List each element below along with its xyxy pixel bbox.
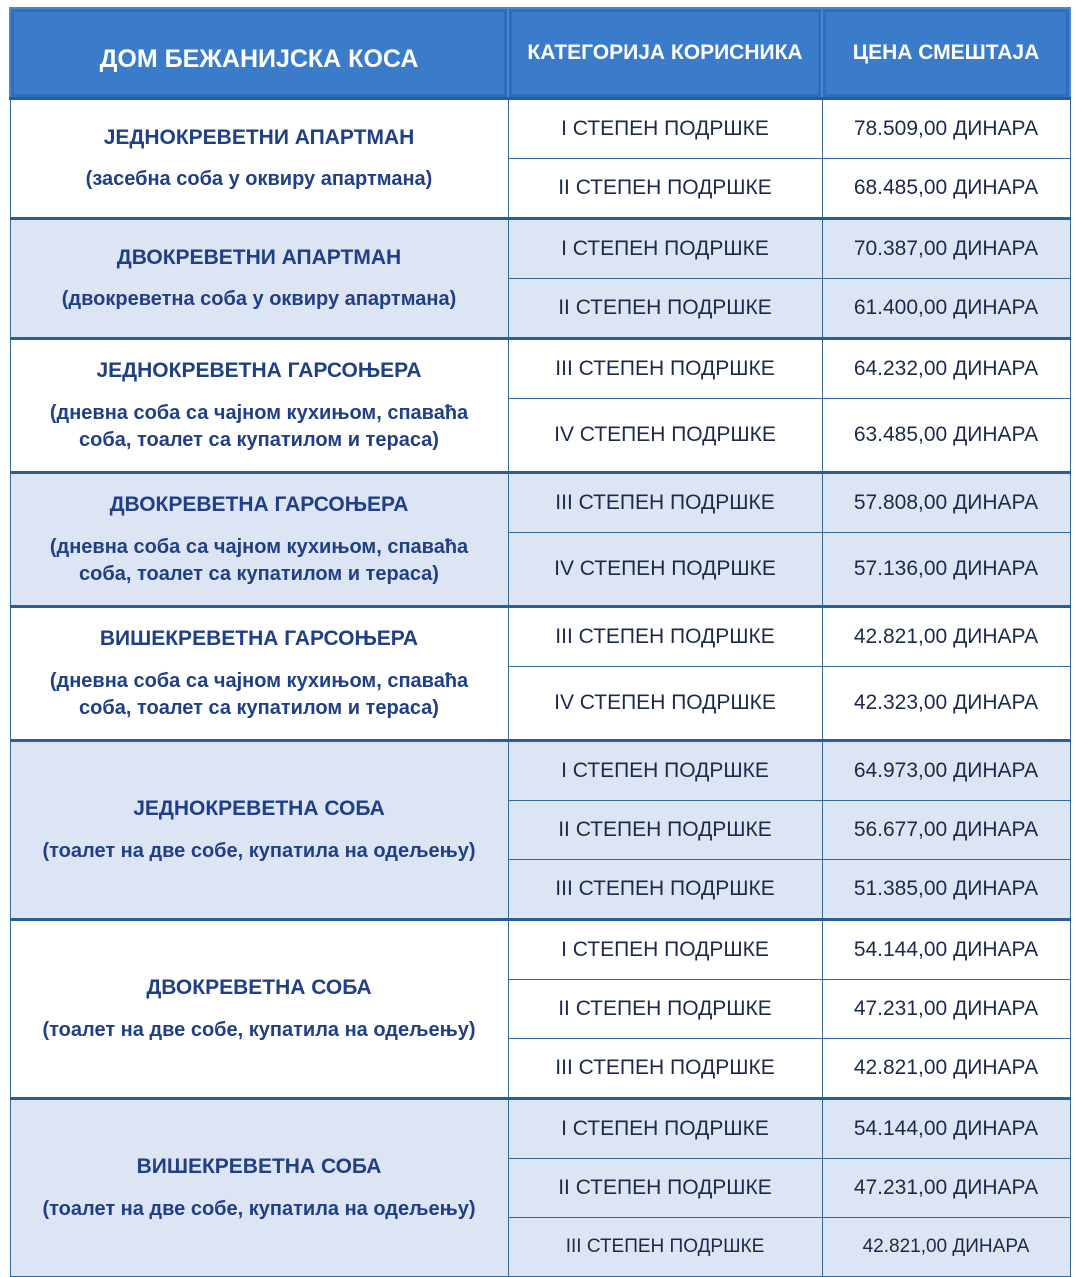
price-cell: 57.808,00 ДИНАРА bbox=[822, 473, 1070, 533]
room-type-name: ЈЕДНОКРЕВЕТНИ АПАРТМАН bbox=[103, 125, 415, 149]
price-cell: 42.821,00 ДИНАРА bbox=[822, 1039, 1070, 1099]
price-cell: 68.485,00 ДИНАРА bbox=[822, 159, 1070, 219]
category-cell: III СТЕПЕН ПОДРШКЕ bbox=[508, 1039, 822, 1099]
category-cell: II СТЕПЕН ПОДРШКЕ bbox=[508, 1159, 822, 1218]
accommodation-price-table bbox=[9, 7, 1071, 1277]
price-cell: 78.509,00 ДИНАРА bbox=[822, 99, 1070, 159]
room-type-cell bbox=[10, 99, 508, 219]
room-type-cell bbox=[10, 339, 508, 473]
room-type-description: (дневна соба са чајном кухињом, спаваћа соба, тоалет са купатилом и тераса) bbox=[49, 401, 469, 451]
price-cell: 54.144,00 ДИНАРА bbox=[822, 1099, 1070, 1159]
price-cell: 64.973,00 ДИНАРА bbox=[822, 741, 1070, 801]
room-type-name: ВИШЕКРЕВЕТНА ГАРСОЊЕРА bbox=[99, 627, 419, 651]
price-cell: 51.385,00 ДИНАРА bbox=[822, 860, 1070, 920]
room-type-description: (тоалет на две собе, купатила на одељењу) bbox=[42, 1197, 476, 1220]
category-cell: IV СТЕПЕН ПОДРШКЕ bbox=[508, 533, 822, 607]
price-cell: 63.485,00 ДИНАРА bbox=[822, 399, 1070, 473]
category-cell: III СТЕПЕН ПОДРШКЕ bbox=[508, 473, 822, 533]
header-user-category: КАТЕГОРИЈА КОРИСНИКА bbox=[508, 8, 822, 99]
category-cell: I СТЕПЕН ПОДРШКЕ bbox=[508, 99, 822, 159]
room-type-name: ДВОКРЕВЕТНА ГАРСОЊЕРА bbox=[109, 493, 409, 517]
price-cell: 42.821,00 ДИНАРА bbox=[822, 607, 1070, 667]
category-cell: IV СТЕПЕН ПОДРШКЕ bbox=[508, 667, 822, 741]
room-group bbox=[10, 1099, 1070, 1277]
table-row bbox=[10, 473, 1070, 533]
room-type-description: (дневна соба са чајном кухињом, спаваћа соба, тоалет са купатилом и тераса) bbox=[49, 669, 469, 719]
table-header-row bbox=[10, 8, 1070, 99]
price-cell: 42.323,00 ДИНАРА bbox=[822, 667, 1070, 741]
room-type-description: (двокреветна соба у оквиру апартмана) bbox=[61, 288, 457, 311]
category-cell: III СТЕПЕН ПОДРШКЕ bbox=[508, 860, 822, 920]
price-cell: 56.677,00 ДИНАРА bbox=[822, 801, 1070, 860]
category-cell: III СТЕПЕН ПОДРШКЕ bbox=[508, 1218, 822, 1277]
price-cell: 64.232,00 ДИНАРА bbox=[822, 339, 1070, 399]
table-row bbox=[10, 219, 1070, 279]
category-cell: IV СТЕПЕН ПОДРШКЕ bbox=[508, 399, 822, 473]
category-cell: II СТЕПЕН ПОДРШКЕ bbox=[508, 801, 822, 860]
table-row bbox=[10, 607, 1070, 667]
room-type-name: ДВОКРЕВЕТНИ АПАРТМАН bbox=[116, 245, 402, 269]
room-type-cell bbox=[10, 741, 508, 920]
room-group bbox=[10, 607, 1070, 741]
room-type-cell bbox=[10, 219, 508, 339]
price-cell: 42.821,00 ДИНАРА bbox=[822, 1218, 1070, 1277]
room-type-name: ДВОКРЕВЕТНА СОБА bbox=[146, 976, 372, 1000]
room-group bbox=[10, 920, 1070, 1099]
room-type-name: ЈЕДНОКРЕВЕТНА СОБА bbox=[133, 797, 385, 821]
room-type-description: (тоалет на две собе, купатила на одељењу) bbox=[42, 839, 476, 862]
price-cell: 47.231,00 ДИНАРА bbox=[822, 980, 1070, 1039]
room-type-cell bbox=[10, 1099, 508, 1277]
room-type-description: (дневна соба са чајном кухињом, спаваћа соба, тоалет са купатилом и тераса) bbox=[49, 535, 469, 585]
price-cell: 70.387,00 ДИНАРА bbox=[822, 219, 1070, 279]
category-cell: III СТЕПЕН ПОДРШКЕ bbox=[508, 339, 822, 399]
room-group bbox=[10, 339, 1070, 473]
room-group bbox=[10, 473, 1070, 607]
category-cell: II СТЕПЕН ПОДРШКЕ bbox=[508, 159, 822, 219]
header-room-type: ДОМ БЕЖАНИЈСКА КОСА bbox=[10, 8, 508, 99]
category-cell: II СТЕПЕН ПОДРШКЕ bbox=[508, 980, 822, 1039]
price-cell: 61.400,00 ДИНАРА bbox=[822, 279, 1070, 339]
room-type-cell bbox=[10, 607, 508, 741]
category-cell: III СТЕПЕН ПОДРШКЕ bbox=[508, 607, 822, 667]
room-group bbox=[10, 741, 1070, 920]
room-type-description: (засебна соба у оквиру апартмана) bbox=[85, 168, 433, 191]
header-accommodation-price: ЦЕНА СМЕШТАЈА bbox=[822, 8, 1070, 99]
table-row bbox=[10, 339, 1070, 399]
table-row bbox=[10, 1099, 1070, 1159]
category-cell: I СТЕПЕН ПОДРШКЕ bbox=[508, 1099, 822, 1159]
table-row bbox=[10, 99, 1070, 159]
room-type-name: ЈЕДНОКРЕВЕТНА ГАРСОЊЕРА bbox=[96, 359, 422, 383]
room-type-description: (тоалет на две собе, купатила на одељењу) bbox=[42, 1018, 476, 1041]
category-cell: I СТЕПЕН ПОДРШКЕ bbox=[508, 920, 822, 980]
price-cell: 57.136,00 ДИНАРА bbox=[822, 533, 1070, 607]
price-cell: 54.144,00 ДИНАРА bbox=[822, 920, 1070, 980]
category-cell: I СТЕПЕН ПОДРШКЕ bbox=[508, 219, 822, 279]
category-cell: I СТЕПЕН ПОДРШКЕ bbox=[508, 741, 822, 801]
table-row bbox=[10, 741, 1070, 801]
room-group bbox=[10, 219, 1070, 339]
room-group bbox=[10, 99, 1070, 219]
room-type-cell bbox=[10, 473, 508, 607]
table-row bbox=[10, 920, 1070, 980]
room-type-cell bbox=[10, 920, 508, 1099]
category-cell: II СТЕПЕН ПОДРШКЕ bbox=[508, 279, 822, 339]
price-cell: 47.231,00 ДИНАРА bbox=[822, 1159, 1070, 1218]
room-type-name: ВИШЕКРЕВЕТНА СОБА bbox=[136, 1155, 382, 1179]
